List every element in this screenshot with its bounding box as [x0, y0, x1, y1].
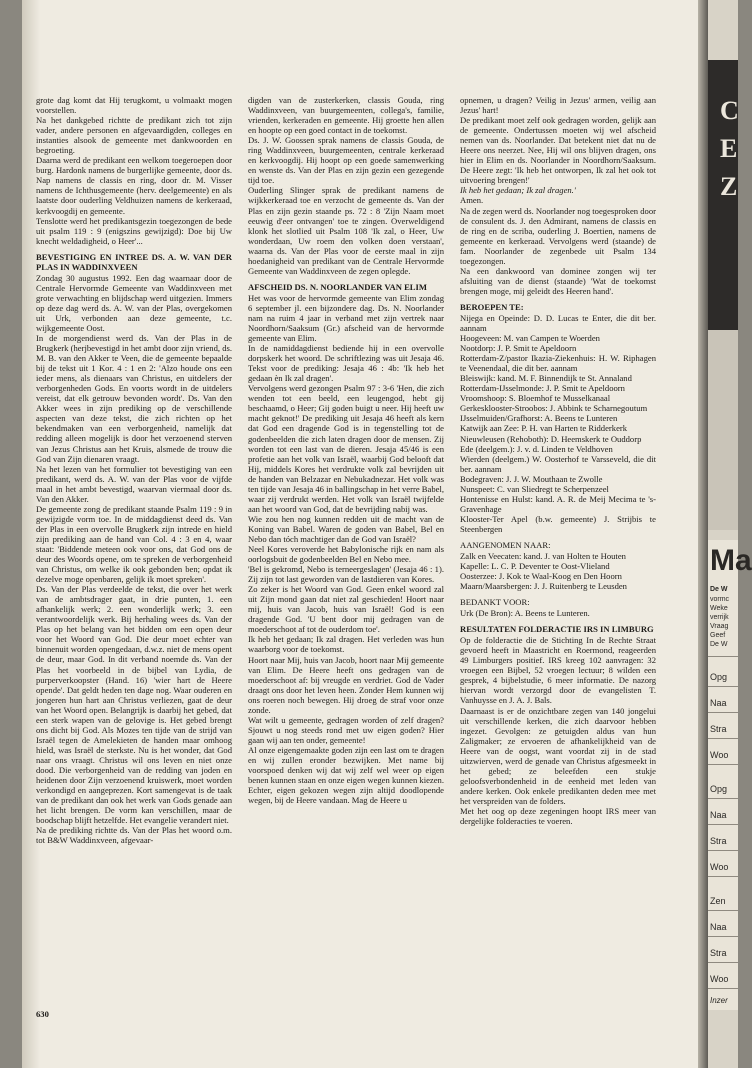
paragraph: Daarnaast is er de onzichtbare zegen van 140 jongelui uit verschillende kerken, die zich daarvoor hebben ingezet. Gevolgen: ze getuigden aldus van hun Zaligmaker; ze ervoeren de afhankelijkheid van de Heere van de oogst, want voordat zij in de stad uitzwierven, werd de genade van Christus afgesmeekt in het gebed; ze beleefden een stukje geloofsverbondenheid in de eenheid met leden van andere kerken. Ook enkele predikanten deden mee met het verspreiden van de folders. [460, 705, 656, 806]
form-field-line[interactable] [708, 962, 738, 963]
form-text: De W [710, 586, 728, 593]
paragraph: grote dag komt dat Hij terugkomt, u volmaakt mogen voorstellen. [36, 95, 232, 116]
paragraph: Hoort naar Mij, huis van Jacob, hoort naar Mij gemeente van Elim. De Heere heeft ons gedragen van de moederschoot af: bij vreugde en verdriet. God de Vader draagt ons door het leven heen. Zonder Hem kunnen wij ons roeren noch bewegen. Hij droeg de straf voor onze zonde. [248, 654, 444, 715]
form-field-label: Naa [710, 810, 727, 820]
list-item: Ede (deelgem.): J. v. d. Linden te Veldhoven [460, 443, 613, 454]
form-field-label: Stra [710, 836, 727, 846]
paragraph: Wie zou hen nog kunnen redden uit de macht van de Koning van Babel. Waren de goden van Babel, Bel en Nebo dan tóch machtiger dan de God van Israël? [248, 513, 444, 544]
form-text: vormc [710, 596, 730, 603]
list-item: Nijega en Opeinde: D. D. Lucas te Enter, die dit ber. aannam [460, 312, 656, 333]
paragraph: De gemeente zong de predikant staande Psalm 119 : 9 in gewijzigde vorm toe. In de middagdienst deed ds. Van der Plas in een overvolle Brugkerk zijn intrede en hield zijn prediking aan de hand van Col. 4 : 3 en 4, waar staat: 'Biddende meteen ook voor ons, dat God ons de deur des Woords opene, om te spreken de verborgenheid van Christus, om welke ik ook gebonden ben; opdat ik dezelve moge openbaren, gelijk ik moet spreken'. [36, 503, 232, 585]
list-item: Wierden (deelgem.) W. Oosterhof te Varsseveld, die dit ber. aannam [460, 453, 656, 474]
ad-letter: E [720, 134, 738, 163]
beroepen-heading: BEROEPEN TE: [460, 301, 524, 312]
book-spine [698, 0, 708, 1068]
list-item: Nieuwleusen (Rehoboth): D. Heemskerk te Ouddorp [460, 433, 642, 444]
form-title: Ma [710, 544, 752, 577]
list-item: Urk (De Bron): A. Beens te Lunteren. [460, 608, 590, 619]
list-item: Rotterdam-Z/pastor Ikazia-Ziekenhuis: H. W. Riphagen te Veenendaal, die dit ber. aannam [460, 353, 656, 374]
form-text: De W [710, 641, 728, 648]
paragraph: Op de folderactie die de Stichting In de Rechte Straat gevoerd heeft in Maastricht en Roermond, reageerden 49 Limburgers positief. IRS kreeg 102 aanvragen: 32 vroegen een Bijbel, 52 vroegen lectuur; 8 wilden een gesprek, 4 bijbelstudie, 6 meer informatie. De nazorg hiervan wordt verzorgd door de evangelisten T. Vanhuysse en J. A. J. Bals. [460, 635, 656, 706]
list-item: Nootdorp: J. P. Smit te Apeldoorn [460, 343, 577, 354]
italic-quote: Ik heb het gedaan; Ik zal dragen.' [460, 185, 576, 196]
aangenomen-list [460, 551, 656, 591]
form-field-line[interactable] [708, 738, 738, 739]
paragraph: Ouderling Slinger sprak de predikant namens de wijkkerkeraad toe en verzocht de gemeente ds. Van der Plas en zijn gezin staande ps. 72 : 8 'Zijn Naam moet eeuwig d'eer ontvangen' toe te zingen. Overweldigend klonk het slotlied uit Psalm 108 'Ik zal, o Heer, Uw wonderdaan, Uw roem den volken doen verstaan', waarna ds. Van der Plas voor de eerste maal in zijn hoedanigheid van predikant van de Centrale Hervormde Gemeente van Waddinxveen de zegen oplegde. [248, 185, 444, 276]
list-item: Zalk en Veecaten: kand. J. van Holten te Houten [460, 550, 626, 561]
list-item: Kapelle: L. C. P. Deventer te Oost-Vlieland [460, 561, 610, 572]
paragraph: Na de prediking richtte ds. Van der Plas het woord o.m. tot B&W Waddinxveen, afgevaar- [36, 825, 232, 846]
article-heading: AFSCHEID DS. N. NOORLANDER VAN ELIM [248, 281, 427, 292]
paragraph: digden van de zusterkerken, classis Gouda, ring Waddinxveen, van buurgemeenten, collega's, familie, vrienden, kerkeraden en gemeente. Hij groette hen allen en hoopte op een goed contact in de toekomst. [248, 95, 444, 136]
list-item: IJsselmuiden/Grafhorst: A. Beens te Lunteren [460, 413, 618, 424]
form-text: Weke [710, 605, 728, 612]
form-field-label: Stra [710, 724, 727, 734]
form-field-line[interactable] [708, 850, 738, 851]
paragraph: Ds. Van der Plas verdeelde de tekst, die over het werk van de ambtsdrager gaat, in drie punten, 1. een afhankelijk werk; 2. een wonderlijk werk; 3. een verantwoordelijk werk. Bij herhaling wees ds. Van der Plas op het belang van het bidden om een open deur voor het Woord van God. Die deur moet echter van binnenuit worden opengedaan, d.w.z. niet de mens opent de deur, maar God. In dit verband noemde ds. Van der Plas het voorbeeld in de bijbel van Lydia, de purperverkoopster (Hand. 16) 'wier hart de Heere opende'. Dat geldt heden ten dage nog. Waar ouderen en jongeren hun hart aan Christus verliezen, gaat de deur van het Woord open. Belangrijk is daarbij het gebed, dat een sterk wapen van de gelovige is. Het gebed brengt ons dicht bij God. Als Mozes ten tijde van de strijd van Israël tegen de Amelekieten de handen maar omhoog hield, was Israël de sterkste. Nu is het wonder, dat God naar ons vraagt. Christus wil ons leven en niet onze dood. Die verborgenheid van de redding van joden en heidenen door Zijn verzoenend kruiswerk, moet worden verkondigd en aangeprezen. Kort samengevat is de taak van de predikant dan ook het werk van Gods genade aan het licht brengen. De vorm kan verschillen, maar de boodschap blijft hetzelfde. Het evangelie verandert niet. [36, 584, 232, 826]
paragraph: 'Bel is gekromd, Nebo is terneergeslagen' (Jesaja 46 : 1). Zij zijn tot last geworden van de lastdieren van Kores. [248, 564, 444, 585]
ad-letter: Z [720, 172, 738, 201]
divider [708, 656, 738, 657]
form-text: verrijk [710, 614, 729, 621]
article-heading: BEVESTIGING EN INTREE DS. A. W. VAN DER PLAS IN WADDINXVEEN [36, 251, 232, 272]
column-2 [248, 95, 444, 1001]
paragraph: Neel Kores veroverde het Babylonische rijk en nam als oorlogsbuit de godenbeelden Bel en Nebo mee. [248, 544, 444, 565]
form-field-label: Opg [710, 784, 728, 794]
form-field-line[interactable] [708, 686, 738, 687]
paragraph: Na het lezen van het formulier tot bevestiging van een predikant, werd ds. A. W. van der Plas voor de vijfde maal in het ambt bevestigd, waarvan viermaal door ds. Van den Akker. [36, 463, 232, 504]
list-item: Klooster-Ter Apel (b.w. gemeente) J. Strijbis te Steenbergen [460, 513, 656, 534]
paragraph: opnemen, u dragen? Veilig in Jezus' armen, veilig aan Jezus' hart! [460, 95, 656, 116]
form-field-label: Naa [710, 698, 727, 708]
form-field-line[interactable] [708, 988, 738, 989]
paragraph: Ik heb het gedaan; Ik zal dragen. Het verleden was hun waarborg voor de toekomst. [248, 634, 444, 655]
form-field-line[interactable] [708, 824, 738, 825]
list-item: Maarn/Maarsbergen: J. J. Ruitenberg te Leusden [460, 581, 627, 592]
form-field-line[interactable] [708, 910, 738, 911]
paragraph: Ds. J. W. Goossen sprak namens de classis Gouda, de ring Waddinxveen, buurgemeenten, centrale kerkeraad en kerkvoogdij. Hij hoopt op een goede samenwerking en wenste ds. Van der Plas en zijn gezin een gezegende tijd toe. [248, 135, 444, 186]
advertisement-light [708, 330, 738, 530]
form-field-label: Woo [710, 974, 729, 984]
form-field-line[interactable] [708, 712, 738, 713]
column-3 [460, 95, 656, 1001]
paragraph: Na een dankwoord van dominee zongen wij ter afsluiting van de dienst (staande) 'Wat de toekomst brengen moge, mij geleidt des Heeren hand'. [460, 265, 656, 296]
paragraph: In de morgendienst werd ds. Van der Plas in de Brugkerk (herjbevestigd in het ambt door zijn vriend, ds. M. B. van den Akker te Veen, die de gemeente bepaalde bij de tekst uit 1 Kor. 4 : 1 en 2: 'Alzo houde ons een ieder mens, als dienaars van Christus, en uitdelers der verborgenheden Gods. En voorts wordt in de uitdelers vereist, dat elk getrouw bevonden wordt'. Ds. Van den Akker wees in zijn prediking op de verschillende aspecten van deze tekst, die zich richten op het bekendmaken van een verborgenheid, namelijk dat redding alleen mogelijk is door het verzoenend sterven van Jezus Christus aan het Kruis, alsmede de trouw die God van Zijn dienaren vraagt. [36, 332, 232, 464]
aangenomen-heading: AANGENOMEN NAAR: [460, 539, 551, 550]
paragraph: Wat wilt u gemeente, gedragen worden of zelf dragen? Sjouwt u nog steeds rond met uw eigen goden? Hier gaan wij aan ten onder, gemeente! [248, 714, 444, 745]
list-item: Nunspeet: C. van Sliedregt te Scherpenzeel [460, 483, 609, 494]
form-field-line[interactable] [708, 876, 738, 877]
list-item: Bodegraven: J. J. W. Mouthaan te Zwolle [460, 473, 603, 484]
paragraph: Zondag 30 augustus 1992. Een dag waarnaar door de Centrale Hervormde Gemeente van Waddinxveen met grote verwachting en blijdschap werd uitgezien. Immers op deze dag werd ds. A. W. van der Plas, overgekomen uit Urk, verbonden aan deze gemeente, t.c. wijkgemeente Oost. [36, 272, 232, 333]
paragraph: Na het dankgebed richtte de predikant zich tot zijn vader, andere personen en afgevaardigden, colleges en instanties alsook de gemeente met dankwoorden en begroeting. [36, 115, 232, 156]
paragraph: Vervolgens werd gezongen Psalm 97 : 3-6 'Hen, die zich wenden tot een beeld, een leugengod, hebt gij beschaamd, o Heer; Gij goden buigt u neer. Hij heeft uw macht geknot!' De prediking uit Jesaja 46 heeft als kern dat God een dragende God is in tegenstelling tot de godenbeelden die zich laten dragen door de mensen. Zij worden tot een last van de dieren. Jesaja 45/46 is een profetie aan het volk van Israël, waarbij God belooft dat Hij, middels Kores het verdrukte volk zal bevrijden uit de handen van Belzazar en Nebukadnezar. Het volk was ten tijde van Jesaja 46 in ballingschap in het verre Babel, waar zij verdrukt werden. Het volk van Israël twijfelde aan het woord van God, dat de bevrijding nabij was. [248, 383, 444, 514]
form-field-line[interactable] [708, 936, 738, 937]
paragraph: Zo zeker is het Woord van God. Geen enkel woord zal uit Zijn mond gaan dat niet zal geschieden! Hoort naar mij, huis van Jacob, huis van Israël! God is een dragende God. 'U bent door mij gedragen van de moederschoot af tot de ouderdom toe'. [248, 584, 444, 635]
facing-page [708, 0, 752, 1068]
form-text: Vraag [710, 623, 729, 630]
list-item: Hontenisse en Hulst: kand. A. R. de Meij Mecima te 's-Gravenhage [460, 493, 656, 514]
list-item: Vroomshoop: S. Bloemhof te Musselkanaal [460, 393, 611, 404]
paragraph: Het was voor de hervormde gemeente van Elim zondag 6 september jl. een bijzondere dag. Ds. N. Noorlander nam na ruim 4 jaar in verband met zijn vertrek naar Noordhorn/Saaksum (Gr.) afscheid van de hervormde gemeente van Elim. [248, 292, 444, 344]
paragraph: Amen. [460, 195, 484, 206]
form-field-label: Stra [710, 948, 727, 958]
list-item: Hoogeveen: M. van Campen te Woerden [460, 333, 600, 344]
article-heading: RESULTATEN FOLDERACTIE IRS IN LIMBURG [460, 624, 654, 635]
paragraph: In de namiddagdienst bediende hij in een overvolle dorpskerk het woord. De schriftlezing was uit Jesaja 46. Tekst voor de prediking: Jesaja 46 : 4b: 'Ik heb het gedaan èn Ik zal dragen'. [248, 343, 444, 384]
paragraph: Al onze eigengemaakte goden zijn een last om te dragen en wij zullen eronder bezwijken. Met name bij voorspoed denken wij dat wij zelf wel weer op eigen benen kunnen staan en onze eigen wegen kunnen kiezen. Echter, eigen gekozen wegen zijn altijd doodlopende wegen, bij de Heere vandaan. Mag de Heere u [248, 744, 444, 806]
form-field-label: Woo [710, 862, 729, 872]
paragraph: Na de zegen werd ds. Noorlander nog toegesproken door de consulent ds. J. den Admirant, namens de classis en de ring en de scriba, ouderling J. Boertien, namens de gemeente en kerkeraad. Vervolgens werd (staande) de fam. Noorlander de zegenbede uit Psalm 134 toegezongen. [460, 205, 656, 266]
list-item: Oosterzee: J. Kok te Waal-Koog en Den Hoorn [460, 571, 622, 582]
subscription-form [708, 540, 752, 1010]
list-item: Katwijk aan Zee: P. H. van Harten te Ridderkerk [460, 423, 628, 434]
form-field-label: Inzer [710, 996, 728, 1005]
form-field-label: Woo [710, 750, 729, 760]
bedankt-list [460, 608, 656, 618]
form-field-label: Opg [710, 672, 728, 682]
bedankt-heading: BEDANKT VOOR: [460, 597, 530, 608]
form-field-line[interactable] [708, 764, 738, 765]
page-number: 630 [36, 1009, 49, 1019]
column-1 [36, 95, 232, 1001]
paragraph: De predikant moet zelf ook gedragen worden, gelijk aan de gemeente. Ondertussen moeten wij wel afscheid nemen van ds. Noorlander. Dat betekent niet dat nu de Heere ons neerzet. Nee, Hij wil ons blijven dragen, ons hier in Elim en ds. Noorlander in Noordhorn/Saaksum. De Heere zegt: 'Ik heb het ontworpen, Ik zal het ook tot uitvoering brengen!' [460, 115, 656, 186]
list-item: Rotterdam-IJsselmonde: J. P. Smit te Apeldoorn [460, 383, 625, 394]
advertisement-dark [708, 60, 738, 330]
form-field-label: Zen [710, 896, 726, 906]
form-field-line[interactable] [708, 798, 738, 799]
paragraph: Met het oog op deze zegeningen hoopt IRS meer van dergelijke folderacties te voeren. [460, 806, 656, 827]
list-item: Gerkesklooster-Stroobos: J. Abbink te Scharnegoutum [460, 403, 648, 414]
form-text: Geef [710, 632, 726, 639]
form-field-label: Naa [710, 922, 727, 932]
paragraph: Tenslotte werd het predikantsgezin toegezongen de bede uit psalm 119 : 9 (enigszins gewijzigd): Doe bij Uw knecht weldadigheid, o Heer'... [36, 215, 232, 246]
paragraph: Daarna werd de predikant een welkom toegeroepen door burg. Hardonk namens de burgerlijke gemeente, door ds. Nap namens de classis en ring, door dr. M. Visser namens de Ichthusgemeente (herv. deelgemeente) en als laatste door ouderling Veldhuizen namens de kerkeraad, kerkvoogdij en gemeente. [36, 155, 232, 216]
list-item: Bleiswijk: kand. M. F. Binnendijk te St. Annaland [460, 373, 632, 384]
magazine-page [22, 0, 698, 1068]
ad-letter: C [720, 96, 739, 125]
beroepen-list [460, 313, 656, 534]
